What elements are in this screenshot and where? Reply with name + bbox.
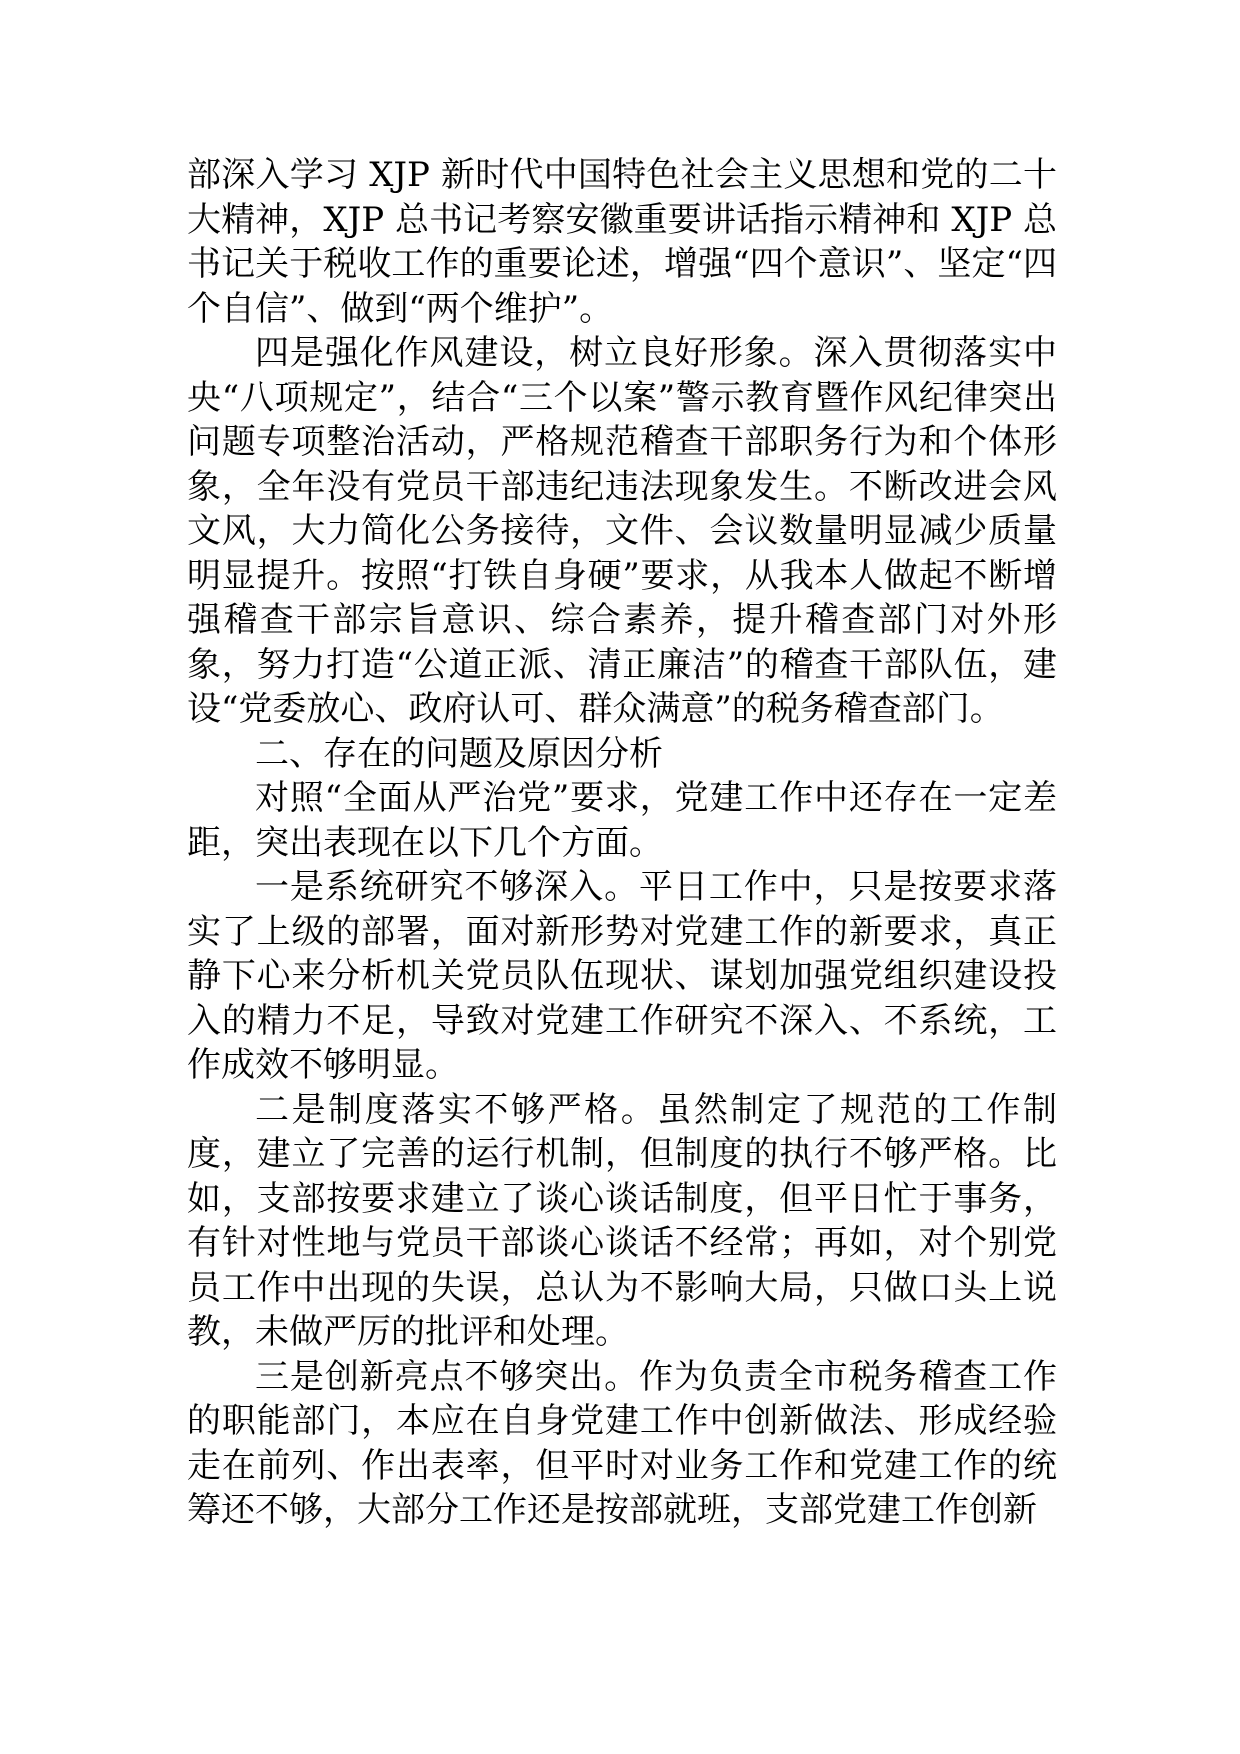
paragraph-intro-continuation: 部深入学习 XJP 新时代中国特色社会主义思想和党的二十大精神，XJP 总书记考察安徽重要讲话指示精神和 XJP 总书记关于税收工作的重要论述，增强“四个意识”、坚定“四个自信”、做到“两个维护”。 [187, 155, 1057, 329]
section-heading-problems: 二、存在的问题及原因分析 [255, 733, 663, 774]
paragraph-style-building: 四是强化作风建设，树立良好形象。深入贯彻落实中央“八项规定”，结合“三个以案”警示教育暨作风纪律突出问题专项整治活动，严格规范稽查干部职务行为和个体形象，全年没有党员干部违纪违法现象发生。不断改进会风文风，大力简化公务接待，文件、会议数量明显减少质量明显提升。按照“打铁自身硬”要求，从我本人做起不断增强稽查干部宗旨意识、综合素养，提升稽查部门对外形象，努力打造“公道正派、清正廉洁”的稽查干部队伍，建设“党委放心、政府认可、群众满意”的税务稽查部门。 [187, 333, 1057, 729]
paragraph-problem-research: 一是系统研究不够深入。平日工作中，只是按要求落实了上级的部署，面对新形势对党建工作的新要求，真正静下心来分析机关党员队伍现状、谋划加强党组织建设投入的精力不足，导致对党建工作研究不深入、不系统，工作成效不够明显。 [187, 867, 1057, 1085]
document-body [187, 153, 1057, 1533]
paragraph-problem-innovation: 三是创新亮点不够突出。作为负责全市税务稽查工作的职能部门，本应在自身党建工作中创新做法、形成经验走在前列、作出表率，但平时对业务工作和党建工作的统筹还不够，大部分工作还是按部就班，支部党建工作创新 [187, 1356, 1057, 1530]
paragraph-problem-system: 二是制度落实不够严格。虽然制定了规范的工作制度，建立了完善的运行机制，但制度的执行不够严格。比如，支部按要求建立了谈心谈话制度，但平日忙于事务，有针对性地与党员干部谈心谈话不经常；再如，对个别党员工作中出现的失误，总认为不影响大局，只做口头上说教，未做严厉的批评和处理。 [187, 1089, 1057, 1352]
paragraph-problems-intro: 对照“全面从严治党”要求，党建工作中还存在一定差距，突出表现在以下几个方面。 [187, 778, 1057, 863]
